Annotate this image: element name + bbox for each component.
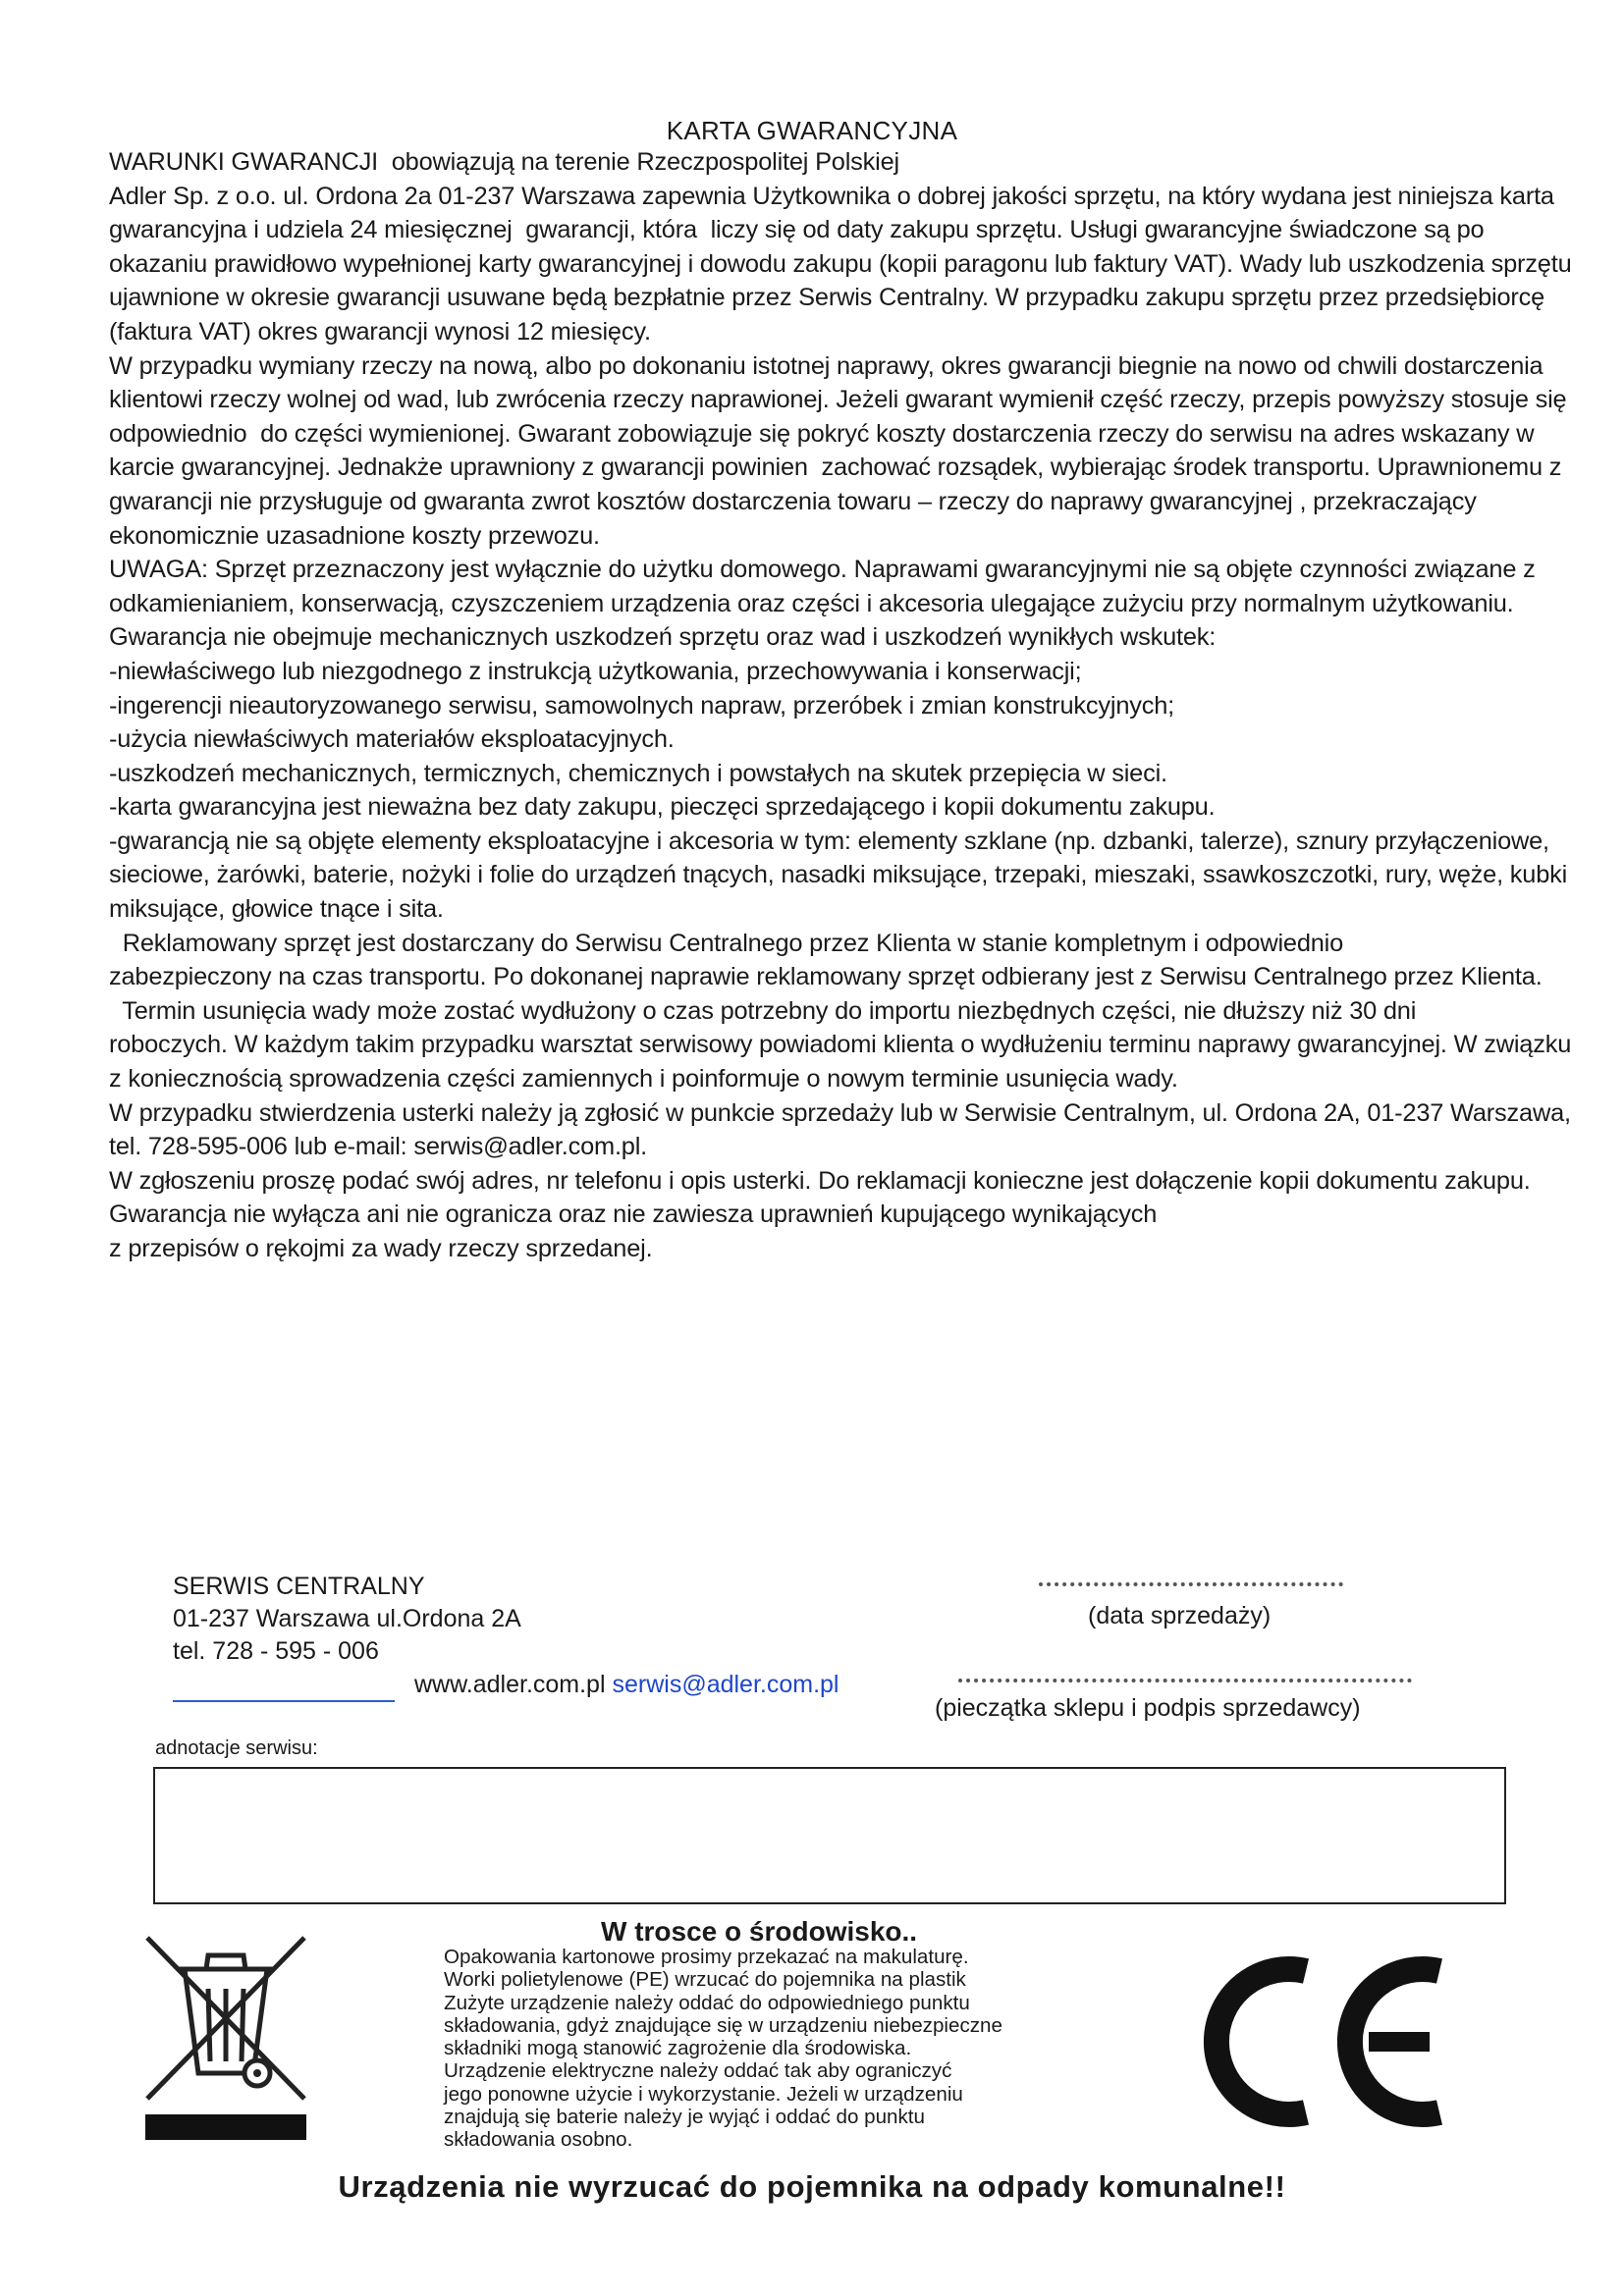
ce-mark-icon <box>1194 1955 1451 2128</box>
condition-line: -gwarancją nie są objęte elementy eksploatacyjne i akcesoria w tym: elementy szklane (np. dzbanki, talerze), sznury przyłączeniowe, <box>109 827 1549 855</box>
weee-crossed-bin-icon <box>137 1926 314 2144</box>
condition-line: tel. 728-595-006 lub e-mail: serwis@adler.com.pl. <box>109 1133 648 1161</box>
condition-line: -karta gwarancyjna jest nieważna bez daty zakupu, pieczęci sprzedającego i kopii dokumentu zakupu. <box>109 793 1216 822</box>
condition-line: W zgłoszeniu proszę podać swój adres, nr telefonu i opis usterki. Do reklamacji konieczne jest dołączenie kopii dokumentu zakupu. <box>109 1166 1531 1195</box>
blank-underline <box>173 1700 395 1702</box>
condition-line: WARUNKI GWARANCJI obowiązują na terenie Rzeczpospolitej Polskiej <box>109 148 899 176</box>
sale-date-field <box>1039 1582 1343 1586</box>
environment-line: Urządzenie elektryczne należy oddać tak aby ograniczyć <box>444 2059 952 2083</box>
document-title: KARTA GWARANCYJNA <box>666 116 958 145</box>
environment-line: składowania, gdyż znajdujące się w urządzeniu niebezpieczne <box>444 2013 1002 2037</box>
condition-line: zabezpieczony na czas transportu. Po dokonanej naprawie reklamowany sprzęt odbierany jest z Serwisu Centralnego przez Klienta. <box>109 963 1543 991</box>
website-link[interactable]: www.adler.com.pl <box>414 1671 606 1698</box>
condition-line: Gwarancja nie wyłącza ani nie ogranicza oraz nie zawiesza uprawnień kupującego wynikających <box>109 1201 1158 1229</box>
condition-line: z przepisów o rękojmi za wady rzeczy sprzedanej. <box>109 1235 653 1262</box>
shop-stamp-caption: (pieczątka sklepu i podpis sprzedawcy) <box>935 1694 1361 1722</box>
environment-line: składowania osobno. <box>444 2128 633 2152</box>
environment-line: Zużyte urządzenie należy oddać do odpowiedniego punktu <box>444 1991 970 2014</box>
service-name: SERWIS CENTRALNY <box>173 1573 425 1600</box>
condition-line: Gwarancja nie obejmuje mechanicznych uszkodzeń sprzętu oraz wad i uszkodzeń wynikłych wskutek: <box>109 623 1217 652</box>
condition-line: Reklamowany sprzęt jest dostarczany do Serwisu Centralnego przez Klienta w stanie kompletnym i odpowiednio <box>109 929 1344 957</box>
condition-line: (faktura VAT) okres gwarancji wynosi 12 miesięcy. <box>109 317 651 346</box>
condition-line: Adler Sp. z o.o. ul. Ordona 2a 01-237 Warszawa zapewnia Użytkownika o dobrej jakości sprzętu, na który wydana jest niniejsza karta <box>109 182 1554 210</box>
environment-line: składniki mogą stanowić zagrożenie dla środowiska. <box>444 2037 912 2060</box>
condition-line: odkamienianiem, konserwacją, czyszczeniem urządzenia oraz części i akcesoria ulegające zużyciu przy normalnym użytkowaniu. <box>109 589 1514 617</box>
email-link[interactable]: serwis@adler.com.pl <box>612 1671 839 1698</box>
condition-line: klientowi rzeczy wolnej od wad, lub zwrócenia rzeczy naprawionej. Jeżeli gwarant wymienił część rzeczy, przepis powyższy stosuje się <box>109 386 1567 414</box>
condition-line: W przypadku stwierdzenia usterki należy ją zgłosić w punkcie sprzedaży lub w Serwisie Centralnym, ul. Ordona 2A, 01-237 Warszawa, <box>109 1098 1571 1127</box>
sale-date-caption: (data sprzedaży) <box>1088 1602 1272 1629</box>
service-address: 01-237 Warszawa ul.Ordona 2A <box>173 1605 521 1632</box>
condition-line: -niewłaściwego lub niezgodnego z instrukcją użytkowania, przechowywania i konserwacji; <box>109 657 1082 685</box>
condition-line: Termin usunięcia wady może zostać wydłużony o czas potrzebny do importu niezbędnych części, nie dłuższy niż 30 dni <box>109 996 1417 1025</box>
condition-line: okazaniu prawidłowo wypełnionej karty gwarancyjnej i dowodu zakupu (kopii paragonu lub faktury VAT). Wady lub uszkodzenia sprzętu <box>109 249 1572 278</box>
environment-text <box>444 1946 1002 2152</box>
condition-line: gwarancji nie przysługuje od gwaranta zwrot kosztów dostarczenia towaru – rzeczy do naprawy gwarancyjnej , przekraczający <box>109 487 1477 515</box>
environment-line: znajdują się baterie należy je wyjąć i oddać do punktu <box>444 2106 925 2129</box>
condition-line: ujawnione w okresie gwarancji usuwane będą bezpłatnie przez Serwis Centralny. W przypadku zakupu sprzętu przez przedsiębiorcę <box>109 284 1545 312</box>
warranty-conditions <box>109 145 1572 1266</box>
service-center-block <box>173 1571 521 1668</box>
condition-line: -ingerencji nieautoryzowanego serwisu, samowolnych napraw, przeróbek i zmian konstrukcyjnych; <box>109 691 1174 720</box>
environment-line: jego ponowne użycie i wykorzystanie. Jeżeli w urządzeniu <box>444 2082 963 2106</box>
condition-line: roboczych. W każdym takim przypadku warsztat serwisowy powiadomi klienta o wydłużeniu terminu naprawy gwarancyjnej. W związku <box>109 1031 1572 1059</box>
service-phone: tel. 728 - 595 - 006 <box>173 1637 379 1665</box>
condition-line: gwarancyjna i udziela 24 miesięcznej gwarancji, która liczy się od daty zakupu sprzętu. Usługi gwarancyjne świadczone są po <box>109 216 1485 244</box>
condition-line: -uszkodzeń mechanicznych, termicznych, chemicznych i powstałych na skutek przepięcia w sieci. <box>109 759 1167 787</box>
shop-stamp-field <box>958 1679 1412 1682</box>
disposal-warning: Urządzenia nie wyrzucać do pojemnika na odpady komunalne!! <box>338 2169 1286 2204</box>
condition-line: W przypadku wymiany rzeczy na nową, albo po dokonaniu istotnej naprawy, okres gwarancji biegnie na nowo od chwili dostarczenia <box>109 351 1543 380</box>
condition-line: miksujące, głowice tnące i sita. <box>109 895 444 924</box>
condition-line: karcie gwarancyjnej. Jednakże uprawniony z gwarancji powinien zachować rozsądek, wybierając środek transportu. Uprawnionemu z <box>109 454 1562 482</box>
service-notes-box <box>153 1767 1506 1904</box>
condition-line: -użycia niewłaściwych materiałów eksploatacyjnych. <box>109 725 675 754</box>
condition-line: sieciowe, żarówki, baterie, nożyki i folie do urządzeń tnących, nasadki miksujące, trzepaki, mieszaki, ssawkoszczotki, rury, węże, kubki <box>109 861 1568 889</box>
environment-title: W trosce o środowisko.. <box>601 1916 918 1947</box>
condition-line: z koniecznością sprowadzenia części zamiennych i poinformuje o nowym terminie usunięcia wady. <box>109 1065 1178 1094</box>
environment-line: Opakowania kartonowe prosimy przekazać na makulaturę. <box>444 1946 969 1968</box>
service-notes-label: adnotacje serwisu: <box>155 1737 318 1759</box>
contact-links <box>414 1671 839 1699</box>
condition-line: odpowiednio do części wymienionej. Gwarant zobowiązuje się pokryć koszty dostarczenia rzeczy do serwisu na adres wskazany w <box>109 419 1535 448</box>
environment-line: Worki polietylenowe (PE) wrzucać do pojemnika na plastik <box>444 1968 966 1992</box>
condition-line: ekonomicznie uzasadnione koszty przewozu. <box>109 521 600 550</box>
condition-line: UWAGA: Sprzęt przeznaczony jest wyłącznie do użytku domowego. Naprawami gwarancyjnymi nie są objęte czynności związane z <box>109 556 1536 584</box>
